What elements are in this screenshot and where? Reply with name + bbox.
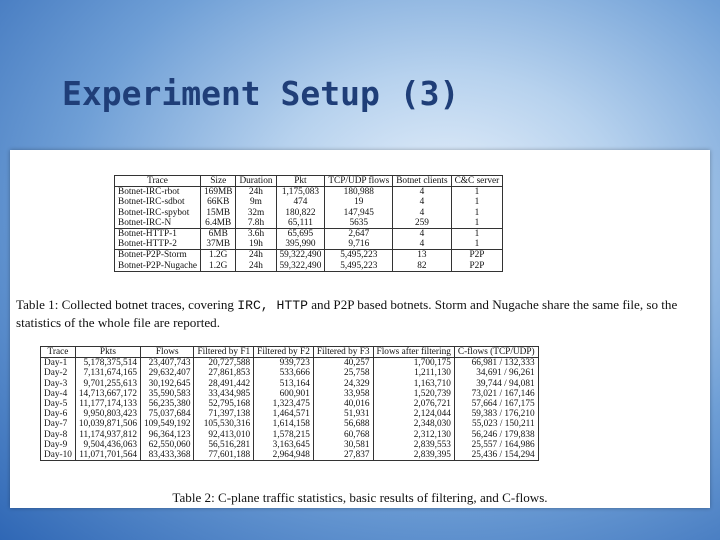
table-cell: Botnet-HTTP-1 (115, 229, 201, 240)
table1-header-cell: Trace (115, 176, 201, 187)
table-cell: 27,837 (313, 450, 373, 461)
table-cell: 14,713,667,172 (75, 389, 140, 399)
table-cell: 7.8h (236, 218, 276, 229)
table-cell: 513,164 (254, 379, 314, 389)
table-row (41, 450, 539, 461)
table-cell: 30,581 (313, 440, 373, 450)
table2-header-cell: Pkts (75, 347, 140, 358)
table-row (41, 440, 539, 450)
botnet-traces-table (114, 175, 503, 272)
table-cell: 56,688 (313, 419, 373, 429)
table-cell: 2,839,395 (373, 450, 454, 461)
table-row (115, 229, 503, 240)
table-cell: 395,990 (276, 239, 325, 250)
table-row (115, 218, 503, 229)
table-cell: 39,744 / 94,081 (454, 379, 538, 389)
table-cell: 3,163,645 (254, 440, 314, 450)
table-cell: 1,175,083 (276, 187, 325, 198)
table-cell: 56,235,380 (141, 399, 194, 409)
table-cell: 59,322,490 (276, 250, 325, 261)
table-cell: 600,901 (254, 389, 314, 399)
table-cell: 11,174,937,812 (75, 430, 140, 440)
table1-caption (16, 296, 704, 331)
table2-header-cell: Filtered by F2 (254, 347, 314, 358)
table-row (41, 368, 539, 378)
table-cell: 9m (236, 197, 276, 207)
table1-header-cell: TCP/UDP flows (325, 176, 393, 187)
table-cell: Botnet-HTTP-2 (115, 239, 201, 250)
table-cell: 35,590,583 (141, 389, 194, 399)
table-cell: 1,578,215 (254, 430, 314, 440)
table-cell: 1.2G (201, 250, 236, 261)
table1-header-cell: Duration (236, 176, 276, 187)
table-row (41, 430, 539, 440)
table-cell: 24h (236, 187, 276, 198)
table1-header-cell: C&C server (451, 176, 503, 187)
slide-title: Experiment Setup (3) (62, 74, 460, 113)
table-cell: 4 (393, 239, 451, 250)
table-cell: 4 (393, 197, 451, 207)
table2-header-row (41, 347, 539, 358)
table-cell: Botnet-IRC-rbot (115, 187, 201, 198)
table2-header-cell: Trace (41, 347, 76, 358)
table-cell: 109,549,192 (141, 419, 194, 429)
table-cell: 2,647 (325, 229, 393, 240)
table-cell: 82 (393, 261, 451, 272)
table-cell: P2P (451, 250, 503, 261)
table-cell: 1,520,739 (373, 389, 454, 399)
table-cell: 11,071,701,564 (75, 450, 140, 461)
table-cell: 180,822 (276, 208, 325, 218)
table-cell: 5,495,223 (325, 250, 393, 261)
table-cell: 9,950,803,423 (75, 409, 140, 419)
table1-header-cell: Size (201, 176, 236, 187)
table1-header-cell: Pkt (276, 176, 325, 187)
table-cell: 1,163,710 (373, 379, 454, 389)
table-cell: 105,530,316 (194, 419, 254, 429)
table-cell: 62,550,060 (141, 440, 194, 450)
cplane-traffic-table (40, 346, 539, 461)
table-cell: 533,666 (254, 368, 314, 378)
table-cell: 65,111 (276, 218, 325, 229)
table-cell: 77,601,188 (194, 450, 254, 461)
table-cell: Day-10 (41, 450, 76, 461)
table-cell: 1.2G (201, 261, 236, 272)
table-cell: 59,322,490 (276, 261, 325, 272)
table-cell: Day-4 (41, 389, 76, 399)
table1-caption-text: Table 1: Collected botnet traces, covering (16, 297, 238, 312)
table2-header-cell: Flows after filtering (373, 347, 454, 358)
table-cell: 75,037,684 (141, 409, 194, 419)
table-cell: 1 (451, 218, 503, 229)
table-cell: 29,632,407 (141, 368, 194, 378)
table-cell: 6.4MB (201, 218, 236, 229)
table-cell: 1,464,571 (254, 409, 314, 419)
table-cell: 1 (451, 208, 503, 218)
table-cell: Day-7 (41, 419, 76, 429)
table-cell: 4 (393, 187, 451, 198)
table-cell: 65,695 (276, 229, 325, 240)
table-row (41, 409, 539, 419)
table-cell: 34,691 / 96,261 (454, 368, 538, 378)
table-row (41, 419, 539, 429)
table-cell: 169MB (201, 187, 236, 198)
table-cell: 2,312,130 (373, 430, 454, 440)
table-row (115, 197, 503, 207)
table-cell: 40,257 (313, 358, 373, 369)
table-cell: Botnet-IRC-spybot (115, 208, 201, 218)
table-row (115, 187, 503, 198)
table-cell: 474 (276, 197, 325, 207)
table-cell: 1,323,475 (254, 399, 314, 409)
table-cell: 40,016 (313, 399, 373, 409)
table-cell: 30,192,645 (141, 379, 194, 389)
table-cell: 56,246 / 179,838 (454, 430, 538, 440)
table-cell: 66,981 / 132,333 (454, 358, 538, 369)
table-cell: Day-3 (41, 379, 76, 389)
table-cell: 25,758 (313, 368, 373, 378)
table-cell: 180,988 (325, 187, 393, 198)
table-cell: 73,021 / 167,146 (454, 389, 538, 399)
table-cell: 32m (236, 208, 276, 218)
table-cell: 24h (236, 250, 276, 261)
table-cell: 1 (451, 187, 503, 198)
table1-caption-text-rest: and P2P based botnets. Storm and Nugache share the same file, so the statistics of the whole file are reported. (16, 297, 678, 330)
table-cell: 5635 (325, 218, 393, 229)
table-cell: 1 (451, 239, 503, 250)
table-cell: 66KB (201, 197, 236, 207)
table-cell: 24h (236, 261, 276, 272)
table-row (41, 379, 539, 389)
table-row (41, 389, 539, 399)
table-cell: Botnet-IRC-N (115, 218, 201, 229)
table-cell: P2P (451, 261, 503, 272)
table2-header-cell: Flows (141, 347, 194, 358)
table-cell: 19h (236, 239, 276, 250)
table-cell: 5,495,223 (325, 261, 393, 272)
table1-header-row (115, 176, 503, 187)
table-cell: 15MB (201, 208, 236, 218)
table-cell: 27,861,853 (194, 368, 254, 378)
table-cell: 147,945 (325, 208, 393, 218)
table-cell: 57,664 / 167,175 (454, 399, 538, 409)
table-cell: 71,397,138 (194, 409, 254, 419)
table-cell: 52,795,168 (194, 399, 254, 409)
table2-header-cell: Filtered by F1 (194, 347, 254, 358)
table-cell: 4 (393, 208, 451, 218)
table-cell: 25,557 / 164,986 (454, 440, 538, 450)
table-cell: Day-8 (41, 430, 76, 440)
table-cell: 33,958 (313, 389, 373, 399)
table-cell: Botnet-IRC-sdbot (115, 197, 201, 207)
table-cell: 7,131,674,165 (75, 368, 140, 378)
tables-figure (10, 150, 710, 508)
table-cell: 59,383 / 176,210 (454, 409, 538, 419)
table-cell: 6MB (201, 229, 236, 240)
table-cell: 60,768 (313, 430, 373, 440)
table-cell: 2,964,948 (254, 450, 314, 461)
table-cell: 20,727,588 (194, 358, 254, 369)
table-cell: 23,407,743 (141, 358, 194, 369)
table-cell: 25,436 / 154,294 (454, 450, 538, 461)
table-cell: 9,701,255,613 (75, 379, 140, 389)
table-cell: 2,839,553 (373, 440, 454, 450)
table-cell: 2,076,721 (373, 399, 454, 409)
table-row (41, 399, 539, 409)
table-row (115, 250, 503, 261)
table2-header-cell: C-flows (TCP/UDP) (454, 347, 538, 358)
table-cell: 24,329 (313, 379, 373, 389)
table-cell: 3.6h (236, 229, 276, 240)
table-cell: 28,491,442 (194, 379, 254, 389)
table-cell: 13 (393, 250, 451, 261)
table-cell: Day-6 (41, 409, 76, 419)
table-cell: 92,413,010 (194, 430, 254, 440)
table-cell: 939,723 (254, 358, 314, 369)
table-cell: Day-2 (41, 368, 76, 378)
table-cell: Day-5 (41, 399, 76, 409)
table-cell: 10,039,871,506 (75, 419, 140, 429)
table-cell: Day-1 (41, 358, 76, 369)
table-cell: 83,433,368 (141, 450, 194, 461)
table-cell: 55,023 / 150,211 (454, 419, 538, 429)
table-row (115, 261, 503, 272)
table-cell: 1,211,130 (373, 368, 454, 378)
table-cell: 9,716 (325, 239, 393, 250)
table-cell: 19 (325, 197, 393, 207)
table1-header-cell: Botnet clients (393, 176, 451, 187)
table-cell: 1,700,175 (373, 358, 454, 369)
table-cell: 1,614,158 (254, 419, 314, 429)
table-cell: 1 (451, 197, 503, 207)
table-cell: 33,434,985 (194, 389, 254, 399)
table1-caption-code: IRC, HTTP (237, 298, 308, 313)
table-cell: 11,177,174,133 (75, 399, 140, 409)
table-cell: 9,504,436,063 (75, 440, 140, 450)
table-cell: Botnet-P2P-Nugache (115, 261, 201, 272)
table-cell: 1 (451, 229, 503, 240)
table-cell: 259 (393, 218, 451, 229)
table-cell: 96,364,123 (141, 430, 194, 440)
table-cell: 2,124,044 (373, 409, 454, 419)
table-cell: 37MB (201, 239, 236, 250)
table-cell: 5,178,375,514 (75, 358, 140, 369)
table-row (41, 358, 539, 369)
table-row (115, 208, 503, 218)
table2-caption: Table 2: C-plane traffic statistics, basic results of filtering, and C-flows. (172, 490, 548, 505)
table-cell: 2,348,030 (373, 419, 454, 429)
table-cell: 51,931 (313, 409, 373, 419)
table-row (115, 239, 503, 250)
table-cell: 4 (393, 229, 451, 240)
table-cell: 56,516,281 (194, 440, 254, 450)
table-cell: Day-9 (41, 440, 76, 450)
table-cell: Botnet-P2P-Storm (115, 250, 201, 261)
table2-header-cell: Filtered by F3 (313, 347, 373, 358)
